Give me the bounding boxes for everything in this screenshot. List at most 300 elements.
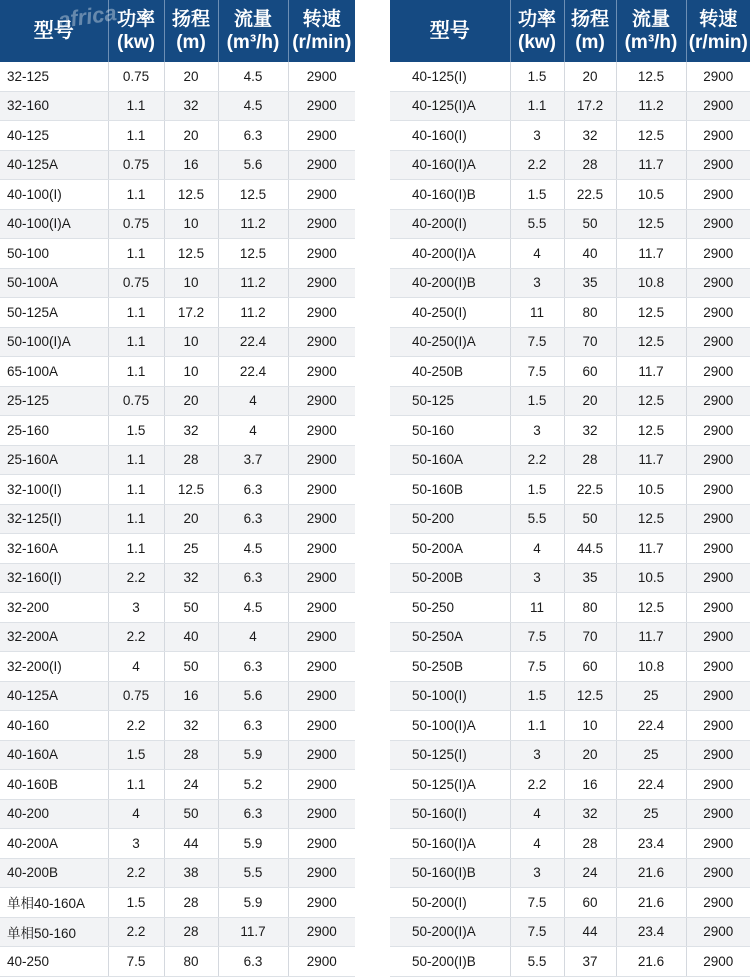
- cell-speed: 2900: [288, 268, 355, 298]
- table-row: [0, 740, 355, 770]
- cell-head: 28: [564, 445, 616, 475]
- table-row: [0, 917, 355, 947]
- cell-flow: 10.5: [616, 180, 686, 210]
- cell-flow: 12.5: [616, 327, 686, 357]
- cell-flow: 23.4: [616, 829, 686, 859]
- cell-head: 10: [564, 711, 616, 741]
- cell-speed: 2900: [686, 740, 750, 770]
- cell-speed: 2900: [288, 180, 355, 210]
- cell-head: 28: [164, 917, 218, 947]
- cell-flow: 10.8: [616, 268, 686, 298]
- cell-power: 3: [510, 563, 564, 593]
- cell-power: 1.1: [108, 770, 164, 800]
- table-row: [0, 829, 355, 859]
- cell-flow: 21.6: [616, 888, 686, 918]
- table-row: [390, 858, 750, 888]
- cell-speed: 2900: [288, 150, 355, 180]
- cell-power: 0.75: [108, 209, 164, 239]
- cell-flow: 21.6: [616, 947, 686, 977]
- cell-model: 25-160: [0, 416, 108, 446]
- cell-power: 5.5: [510, 947, 564, 977]
- table-row: [390, 711, 750, 741]
- cell-power: 2.2: [108, 917, 164, 947]
- cell-speed: 2900: [686, 652, 750, 682]
- cell-head: 10: [164, 357, 218, 387]
- cell-flow: 12.5: [616, 504, 686, 534]
- cell-power: 1.1: [108, 298, 164, 328]
- cell-power: 2.2: [108, 563, 164, 593]
- cell-head: 20: [564, 386, 616, 416]
- cell-speed: 2900: [288, 91, 355, 121]
- cell-flow: 6.3: [218, 504, 288, 534]
- watermark-text: africa: [56, 0, 119, 33]
- cell-speed: 2900: [686, 799, 750, 829]
- table-row: [0, 858, 355, 888]
- table-row: [0, 475, 355, 505]
- cell-speed: 2900: [288, 504, 355, 534]
- cell-head: 10: [164, 209, 218, 239]
- cell-head: 28: [164, 740, 218, 770]
- cell-model: 50-160B: [390, 475, 510, 505]
- cell-head: 12.5: [164, 475, 218, 505]
- cell-power: 1.1: [108, 91, 164, 121]
- cell-head: 25: [164, 534, 218, 564]
- cell-power: 7.5: [510, 652, 564, 682]
- cell-power: 1.1: [108, 504, 164, 534]
- table-row: [390, 121, 750, 151]
- cell-flow: 25: [616, 799, 686, 829]
- cell-flow: 12.5: [616, 386, 686, 416]
- table-row: [0, 62, 355, 91]
- cell-model: 40-125A: [0, 681, 108, 711]
- cell-flow: 6.3: [218, 799, 288, 829]
- cell-head: 37: [564, 947, 616, 977]
- cell-speed: 2900: [686, 829, 750, 859]
- cell-head: 28: [164, 888, 218, 918]
- cell-flow: 11.2: [218, 268, 288, 298]
- cell-model: 50-125(I): [390, 740, 510, 770]
- table-row: [0, 593, 355, 623]
- cell-speed: 2900: [686, 947, 750, 977]
- cell-model: 40-250B: [390, 357, 510, 387]
- cell-flow: 5.9: [218, 829, 288, 859]
- header-power: 功率 (kw): [510, 0, 564, 62]
- cell-model: 40-250(I)A: [390, 327, 510, 357]
- cell-speed: 2900: [686, 770, 750, 800]
- cell-power: 7.5: [510, 917, 564, 947]
- cell-head: 44: [564, 917, 616, 947]
- table-row: [390, 681, 750, 711]
- cell-model: 50-160(I)A: [390, 829, 510, 859]
- cell-power: 3: [108, 593, 164, 623]
- cell-head: 28: [564, 829, 616, 859]
- cell-flow: 12.5: [218, 180, 288, 210]
- cell-model: 40-160(I)B: [390, 180, 510, 210]
- cell-head: 16: [564, 770, 616, 800]
- cell-speed: 2900: [288, 209, 355, 239]
- table-row: [0, 947, 355, 977]
- cell-head: 50: [164, 799, 218, 829]
- cell-flow: 22.4: [616, 711, 686, 741]
- cell-power: 3: [510, 416, 564, 446]
- cell-power: 0.75: [108, 386, 164, 416]
- cell-flow: 23.4: [616, 917, 686, 947]
- cell-head: 12.5: [564, 681, 616, 711]
- cell-flow: 4: [218, 416, 288, 446]
- cell-head: 32: [164, 563, 218, 593]
- cell-power: 5.5: [510, 209, 564, 239]
- table-row: [390, 475, 750, 505]
- cell-model: 50-160: [390, 416, 510, 446]
- cell-model: 25-160A: [0, 445, 108, 475]
- cell-model: 50-100(I)A: [0, 327, 108, 357]
- cell-flow: 11.2: [218, 209, 288, 239]
- table-row: [390, 445, 750, 475]
- cell-model: 50-250A: [390, 622, 510, 652]
- cell-flow: 11.7: [616, 239, 686, 269]
- cell-flow: 10.8: [616, 652, 686, 682]
- table-row: [390, 829, 750, 859]
- cell-power: 1.5: [510, 180, 564, 210]
- table-row: [0, 239, 355, 269]
- cell-head: 20: [564, 740, 616, 770]
- cell-speed: 2900: [686, 209, 750, 239]
- cell-speed: 2900: [686, 386, 750, 416]
- table-row: [0, 91, 355, 121]
- cell-speed: 2900: [686, 445, 750, 475]
- cell-speed: 2900: [686, 239, 750, 269]
- table-row: [0, 799, 355, 829]
- cell-power: 1.1: [108, 121, 164, 151]
- cell-head: 50: [164, 593, 218, 623]
- cell-speed: 2900: [686, 327, 750, 357]
- cell-head: 35: [564, 268, 616, 298]
- cell-power: 1.1: [108, 239, 164, 269]
- cell-power: 0.75: [108, 268, 164, 298]
- cell-power: 4: [108, 652, 164, 682]
- cell-speed: 2900: [288, 947, 355, 977]
- cell-model: 40-100(I)A: [0, 209, 108, 239]
- cell-speed: 2900: [288, 534, 355, 564]
- cell-head: 44.5: [564, 534, 616, 564]
- cell-model: 32-125(I): [0, 504, 108, 534]
- cell-speed: 2900: [288, 917, 355, 947]
- cell-model: 32-160A: [0, 534, 108, 564]
- table-row: [390, 917, 750, 947]
- cell-model: 50-125A: [0, 298, 108, 328]
- cell-flow: 6.3: [218, 563, 288, 593]
- cell-model: 40-160B: [0, 770, 108, 800]
- cell-power: 7.5: [510, 327, 564, 357]
- table-row: [390, 799, 750, 829]
- cell-power: 1.1: [510, 91, 564, 121]
- cell-model: 50-125: [390, 386, 510, 416]
- cell-speed: 2900: [288, 298, 355, 328]
- cell-speed: 2900: [686, 534, 750, 564]
- table-gap: [355, 0, 390, 978]
- cell-speed: 2900: [686, 888, 750, 918]
- table-row: [390, 534, 750, 564]
- table-body-left: [0, 62, 355, 976]
- cell-power: 2.2: [510, 445, 564, 475]
- cell-flow: 12.5: [616, 298, 686, 328]
- cell-power: 3: [510, 268, 564, 298]
- cell-speed: 2900: [686, 563, 750, 593]
- cell-speed: 2900: [288, 239, 355, 269]
- cell-speed: 2900: [686, 622, 750, 652]
- cell-flow: 5.9: [218, 888, 288, 918]
- cell-head: 12.5: [164, 180, 218, 210]
- cell-speed: 2900: [288, 62, 355, 91]
- table-row: [390, 268, 750, 298]
- pump-spec-table-right: [390, 0, 750, 977]
- table-row: [0, 121, 355, 151]
- cell-model: 50-200A: [390, 534, 510, 564]
- cell-speed: 2900: [288, 858, 355, 888]
- cell-head: 10: [164, 268, 218, 298]
- cell-head: 60: [564, 888, 616, 918]
- cell-flow: 12.5: [616, 209, 686, 239]
- header-head: 扬程 (m): [564, 0, 616, 62]
- table-row: [390, 416, 750, 446]
- cell-model: 40-250: [0, 947, 108, 977]
- table-row: [390, 298, 750, 328]
- cell-flow: 4.5: [218, 91, 288, 121]
- cell-model: 40-200B: [0, 858, 108, 888]
- cell-head: 40: [564, 239, 616, 269]
- cell-model: 40-200(I)A: [390, 239, 510, 269]
- cell-model: 40-200(I)B: [390, 268, 510, 298]
- cell-model: 50-100(I)A: [390, 711, 510, 741]
- cell-speed: 2900: [288, 475, 355, 505]
- cell-flow: 6.3: [218, 475, 288, 505]
- cell-model: 40-200: [0, 799, 108, 829]
- cell-speed: 2900: [686, 121, 750, 151]
- cell-flow: 5.9: [218, 740, 288, 770]
- cell-power: 1.5: [108, 740, 164, 770]
- cell-head: 44: [164, 829, 218, 859]
- cell-model: 50-100(I): [390, 681, 510, 711]
- cell-power: 4: [510, 239, 564, 269]
- cell-power: 1.5: [510, 386, 564, 416]
- cell-power: 2.2: [510, 150, 564, 180]
- cell-head: 28: [564, 150, 616, 180]
- cell-flow: 4: [218, 386, 288, 416]
- cell-speed: 2900: [686, 268, 750, 298]
- table-row: [0, 563, 355, 593]
- cell-model: 65-100A: [0, 357, 108, 387]
- cell-power: 1.1: [108, 445, 164, 475]
- cell-model: 50-200B: [390, 563, 510, 593]
- table-header-row: [390, 0, 750, 62]
- cell-flow: 11.2: [616, 91, 686, 121]
- cell-head: 20: [164, 504, 218, 534]
- cell-model: 50-160A: [390, 445, 510, 475]
- cell-flow: 22.4: [218, 327, 288, 357]
- table-row: [390, 327, 750, 357]
- table-row: [390, 947, 750, 977]
- cell-power: 2.2: [108, 711, 164, 741]
- table-row: [0, 445, 355, 475]
- cell-power: 7.5: [510, 622, 564, 652]
- cell-flow: 4.5: [218, 593, 288, 623]
- cell-flow: 22.4: [218, 357, 288, 387]
- cell-head: 22.5: [564, 475, 616, 505]
- cell-model: 50-160(I)B: [390, 858, 510, 888]
- cell-speed: 2900: [288, 121, 355, 151]
- header-speed: 转速 (r/min): [288, 0, 355, 62]
- cell-power: 1.5: [108, 416, 164, 446]
- cell-head: 50: [164, 652, 218, 682]
- cell-power: 1.1: [108, 357, 164, 387]
- cell-flow: 6.3: [218, 947, 288, 977]
- cell-model: 50-200(I)B: [390, 947, 510, 977]
- cell-flow: 12.5: [616, 593, 686, 623]
- cell-speed: 2900: [686, 858, 750, 888]
- cell-speed: 2900: [686, 180, 750, 210]
- cell-model: 40-160(I): [390, 121, 510, 151]
- cell-power: 1.1: [108, 327, 164, 357]
- table-row: [0, 888, 355, 918]
- cell-power: 1.5: [510, 475, 564, 505]
- cell-power: 4: [108, 799, 164, 829]
- header-speed: 转速 (r/min): [686, 0, 750, 62]
- cell-speed: 2900: [686, 150, 750, 180]
- cell-speed: 2900: [288, 740, 355, 770]
- cell-power: 0.75: [108, 62, 164, 91]
- cell-head: 32: [164, 711, 218, 741]
- cell-head: 32: [164, 91, 218, 121]
- cell-power: 5.5: [510, 504, 564, 534]
- table-row: [390, 593, 750, 623]
- cell-model: 40-100(I): [0, 180, 108, 210]
- cell-model: 40-160A: [0, 740, 108, 770]
- cell-head: 24: [564, 858, 616, 888]
- cell-head: 70: [564, 622, 616, 652]
- cell-flow: 10.5: [616, 563, 686, 593]
- cell-speed: 2900: [686, 917, 750, 947]
- cell-model: 40-160(I)A: [390, 150, 510, 180]
- cell-model: 单相40-160A: [0, 888, 108, 918]
- cell-head: 17.2: [164, 298, 218, 328]
- cell-speed: 2900: [288, 327, 355, 357]
- cell-head: 20: [164, 62, 218, 91]
- cell-head: 60: [564, 652, 616, 682]
- cell-power: 4: [510, 799, 564, 829]
- cell-head: 50: [564, 504, 616, 534]
- cell-flow: 4.5: [218, 62, 288, 91]
- cell-head: 28: [164, 445, 218, 475]
- cell-head: 60: [564, 357, 616, 387]
- cell-head: 80: [164, 947, 218, 977]
- cell-flow: 21.6: [616, 858, 686, 888]
- cell-model: 50-100: [0, 239, 108, 269]
- cell-power: 3: [510, 858, 564, 888]
- cell-power: 3: [108, 829, 164, 859]
- cell-head: 10: [164, 327, 218, 357]
- cell-flow: 11.7: [218, 917, 288, 947]
- cell-flow: 6.3: [218, 652, 288, 682]
- cell-speed: 2900: [288, 357, 355, 387]
- cell-model: 32-200(I): [0, 652, 108, 682]
- cell-power: 2.2: [510, 770, 564, 800]
- header-model: 型号: [0, 0, 108, 62]
- cell-head: 20: [164, 386, 218, 416]
- cell-power: 7.5: [108, 947, 164, 977]
- cell-speed: 2900: [686, 416, 750, 446]
- cell-model: 40-200A: [0, 829, 108, 859]
- cell-flow: 6.3: [218, 711, 288, 741]
- cell-head: 80: [564, 593, 616, 623]
- cell-flow: 11.2: [218, 298, 288, 328]
- cell-speed: 2900: [288, 681, 355, 711]
- cell-model: 32-200A: [0, 622, 108, 652]
- cell-head: 80: [564, 298, 616, 328]
- table-header-row: [0, 0, 355, 62]
- cell-flow: 12.5: [616, 62, 686, 91]
- table-row: [0, 357, 355, 387]
- cell-model: 40-200(I): [390, 209, 510, 239]
- cell-power: 1.1: [108, 534, 164, 564]
- cell-flow: 5.2: [218, 770, 288, 800]
- cell-head: 17.2: [564, 91, 616, 121]
- cell-head: 32: [564, 799, 616, 829]
- table-row: [0, 711, 355, 741]
- cell-head: 70: [564, 327, 616, 357]
- cell-flow: 11.7: [616, 534, 686, 564]
- cell-head: 50: [564, 209, 616, 239]
- table-row: [390, 62, 750, 91]
- cell-head: 32: [564, 416, 616, 446]
- cell-speed: 2900: [686, 475, 750, 505]
- table-row: [0, 504, 355, 534]
- table-row: [0, 268, 355, 298]
- cell-flow: 11.7: [616, 357, 686, 387]
- cell-power: 1.5: [510, 62, 564, 91]
- cell-speed: 2900: [686, 681, 750, 711]
- header-power: 功率 (kw): [108, 0, 164, 62]
- cell-speed: 2900: [288, 416, 355, 446]
- cell-power: 4: [510, 829, 564, 859]
- cell-model: 40-125(I)A: [390, 91, 510, 121]
- cell-flow: 4.5: [218, 534, 288, 564]
- table-row: [390, 622, 750, 652]
- cell-flow: 22.4: [616, 770, 686, 800]
- cell-flow: 10.5: [616, 475, 686, 505]
- table-row: [390, 504, 750, 534]
- table-row: [0, 180, 355, 210]
- cell-head: 16: [164, 150, 218, 180]
- cell-power: 7.5: [510, 888, 564, 918]
- cell-model: 50-200(I)A: [390, 917, 510, 947]
- table-row: [0, 534, 355, 564]
- header-model: 型号: [390, 0, 510, 62]
- cell-model: 40-125A: [0, 150, 108, 180]
- cell-speed: 2900: [288, 829, 355, 859]
- cell-flow: 11.7: [616, 150, 686, 180]
- cell-flow: 25: [616, 740, 686, 770]
- cell-flow: 11.7: [616, 622, 686, 652]
- cell-speed: 2900: [288, 770, 355, 800]
- table-row: [390, 740, 750, 770]
- table-row: [0, 652, 355, 682]
- header-flow: 流量 (m³/h): [218, 0, 288, 62]
- cell-model: 50-250B: [390, 652, 510, 682]
- cell-power: 0.75: [108, 150, 164, 180]
- cell-model: 50-160(I): [390, 799, 510, 829]
- cell-flow: 11.7: [616, 445, 686, 475]
- cell-flow: 6.3: [218, 121, 288, 151]
